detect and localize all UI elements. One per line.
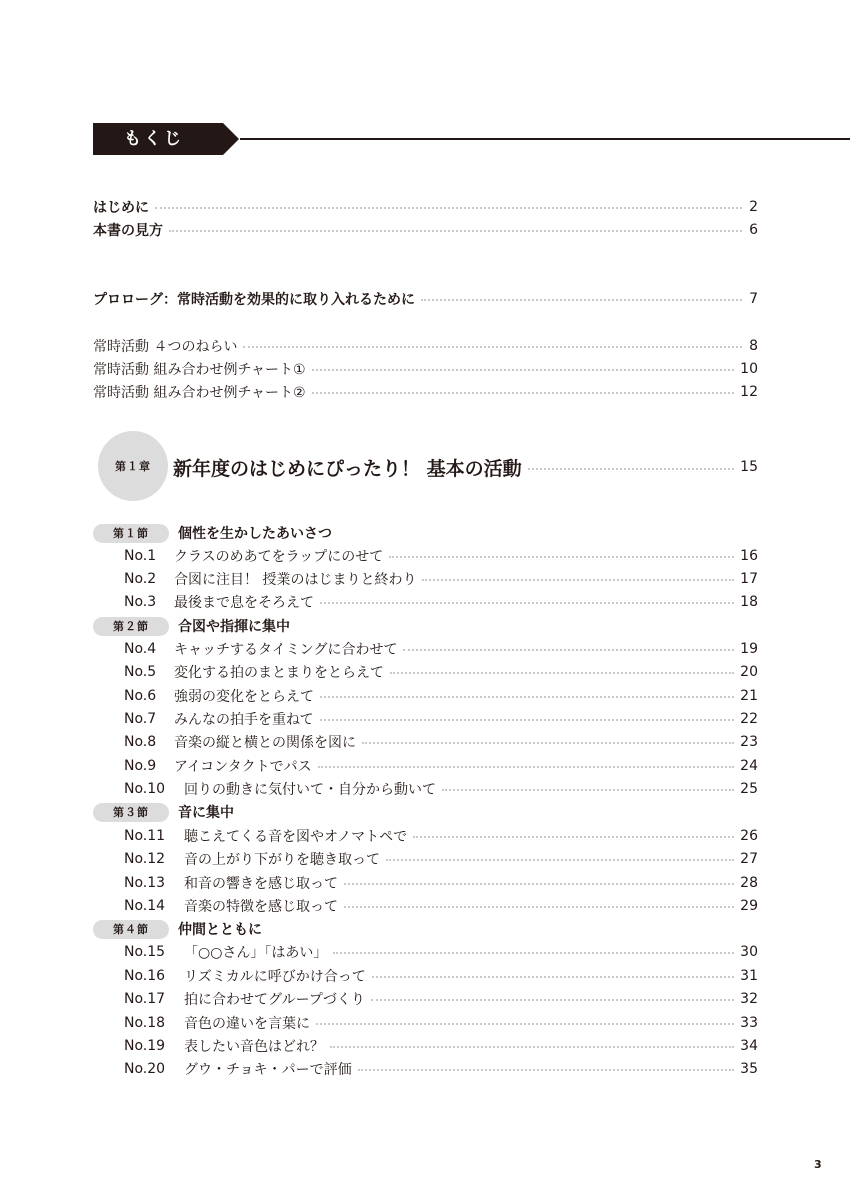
dot-leader xyxy=(344,906,734,908)
dot-leader xyxy=(362,742,734,744)
toc-entry-howto[interactable] xyxy=(93,219,758,241)
item-label: 強弱の変化をとらえて xyxy=(174,689,314,705)
section-heading xyxy=(93,919,262,939)
section-heading xyxy=(93,802,234,822)
item-number: No.13 xyxy=(124,875,166,891)
toc-item[interactable] xyxy=(124,591,758,613)
dot-leader xyxy=(344,883,734,885)
toc-item[interactable] xyxy=(124,638,758,660)
entry-page: 12 xyxy=(740,384,758,400)
dot-leader xyxy=(330,1046,734,1048)
item-page: 29 xyxy=(740,898,758,914)
toc-title: もくじ xyxy=(93,123,223,155)
item-label: 音の上がり下がりを聴き取って xyxy=(184,852,380,868)
toc-entry-prologue-item[interactable] xyxy=(93,381,758,403)
toc-item[interactable] xyxy=(124,941,758,963)
item-label: みんなの拍手を重ねて xyxy=(174,712,314,728)
item-page: 35 xyxy=(740,1061,758,1077)
dot-leader xyxy=(372,976,734,978)
toc-item[interactable] xyxy=(124,988,758,1010)
entry-label: プロローグ：常時活動を効果的に取り入れるために xyxy=(93,292,415,308)
toc-item[interactable] xyxy=(124,545,758,567)
item-number: No.9 xyxy=(124,758,157,774)
toc-item[interactable] xyxy=(124,1012,758,1034)
toc-entry-chapter[interactable] xyxy=(173,452,758,482)
entry-page: 15 xyxy=(740,459,758,475)
entry-label: 常時活動 組み合わせ例チャート② xyxy=(93,385,306,401)
dot-leader xyxy=(403,649,734,651)
entry-label: 常時活動 組み合わせ例チャート① xyxy=(93,362,306,378)
item-page: 30 xyxy=(740,944,758,960)
dot-leader xyxy=(371,999,734,1001)
item-label: 変化する拍のまとまりをとらえて xyxy=(174,665,384,681)
entry-page: 10 xyxy=(740,361,758,377)
item-page: 16 xyxy=(740,548,758,564)
item-page: 23 xyxy=(740,734,758,750)
entry-label: 本書の見方 xyxy=(93,223,163,239)
entry-label: はじめに xyxy=(93,200,149,216)
header-arrow-shape xyxy=(223,123,239,155)
item-number: No.8 xyxy=(124,734,157,750)
item-label: リズミカルに呼びかけ合って xyxy=(184,969,366,985)
toc-entry-intro[interactable] xyxy=(93,196,758,218)
dot-leader xyxy=(390,672,734,674)
section-title: 仲間とともに xyxy=(178,922,262,938)
item-label: グウ・チョキ・パーで評価 xyxy=(184,1062,352,1078)
item-label: 表したい音色はどれ？ xyxy=(184,1039,324,1055)
item-label: 和音の響きを感じ取って xyxy=(184,876,338,892)
item-label: アイコンタクトでパス xyxy=(174,759,312,775)
toc-item[interactable] xyxy=(124,755,758,777)
toc-item[interactable] xyxy=(124,731,758,753)
item-page: 27 xyxy=(740,851,758,867)
item-label: 音楽の縦と横との関係を図に xyxy=(174,735,356,751)
chapter-badge-label: 第１章 xyxy=(115,460,151,473)
item-label: キャッチするタイミングに合わせて xyxy=(174,642,398,658)
toc-item[interactable] xyxy=(124,895,758,917)
toc-item[interactable] xyxy=(124,661,758,683)
item-label: 音色の違いを言葉に xyxy=(184,1016,310,1032)
toc-item[interactable] xyxy=(124,1035,758,1057)
toc-entry-prologue-item[interactable] xyxy=(93,358,758,380)
toc-item[interactable] xyxy=(124,848,758,870)
header-rule xyxy=(240,138,850,140)
item-label: 最後まで息をそろえて xyxy=(174,595,314,611)
item-label: 回りの動きに気付いて・自分から動いて xyxy=(184,782,436,798)
dot-leader xyxy=(320,696,734,698)
toc-item[interactable] xyxy=(124,965,758,987)
dot-leader xyxy=(320,719,735,721)
item-page: 17 xyxy=(740,571,758,587)
item-number: No.20 xyxy=(124,1061,166,1077)
item-number: No.1 xyxy=(124,548,157,564)
toc-header xyxy=(93,123,240,155)
dot-leader xyxy=(442,789,734,791)
item-label: 「○○さん」「はあい」 xyxy=(184,945,328,961)
item-number: No.4 xyxy=(124,641,157,657)
chapter-badge xyxy=(98,431,168,501)
item-page: 24 xyxy=(740,758,758,774)
item-page: 19 xyxy=(740,641,758,657)
item-number: No.12 xyxy=(124,851,166,867)
toc-item[interactable] xyxy=(124,872,758,894)
item-label: 拍に合わせてグループづくり xyxy=(184,992,365,1008)
dot-leader xyxy=(320,602,734,604)
dot-leader xyxy=(386,859,734,861)
item-number: No.16 xyxy=(124,968,166,984)
item-number: No.11 xyxy=(124,828,166,844)
entry-page: 8 xyxy=(749,338,758,354)
toc-item[interactable] xyxy=(124,708,758,730)
item-page: 20 xyxy=(740,664,758,680)
item-number: No.2 xyxy=(124,571,157,587)
item-page: 34 xyxy=(740,1038,758,1054)
section-badge: 第１節 xyxy=(93,524,169,543)
dot-leader xyxy=(389,556,734,558)
toc-item[interactable] xyxy=(124,825,758,847)
item-page: 33 xyxy=(740,1015,758,1031)
dot-leader xyxy=(528,468,735,470)
section-badge: 第３節 xyxy=(93,803,169,822)
item-page: 21 xyxy=(740,688,758,704)
section-badge: 第２節 xyxy=(93,617,169,636)
item-number: No.6 xyxy=(124,688,157,704)
dot-leader xyxy=(413,836,734,838)
page-number: 3 xyxy=(814,1158,822,1171)
dot-leader xyxy=(155,207,742,209)
section-heading xyxy=(93,523,332,543)
entry-page: 6 xyxy=(749,222,758,238)
item-page: 22 xyxy=(740,711,758,727)
dot-leader xyxy=(358,1069,735,1071)
item-number: No.17 xyxy=(124,991,166,1007)
item-page: 28 xyxy=(740,875,758,891)
dot-leader xyxy=(333,952,734,954)
toc-entry-prologue[interactable] xyxy=(93,288,758,310)
item-page: 31 xyxy=(740,968,758,984)
dot-leader xyxy=(422,579,734,581)
item-number: No.3 xyxy=(124,594,157,610)
toc-item[interactable] xyxy=(124,1058,758,1080)
item-page: 26 xyxy=(740,828,758,844)
dot-leader xyxy=(312,392,735,394)
item-number: No.18 xyxy=(124,1015,166,1031)
item-label: クラスのめあてをラップにのせて xyxy=(174,549,384,565)
section-title: 合図や指揮に集中 xyxy=(178,619,290,635)
toc-item[interactable] xyxy=(124,685,758,707)
item-number: No.14 xyxy=(124,898,166,914)
section-title: 個性を生かしたあいさつ xyxy=(178,526,332,542)
entry-page: 7 xyxy=(749,291,758,307)
toc-item[interactable] xyxy=(124,568,758,590)
toc-item[interactable] xyxy=(124,778,758,800)
item-page: 25 xyxy=(740,781,758,797)
dot-leader xyxy=(243,346,742,348)
section-heading xyxy=(93,616,290,636)
item-page: 18 xyxy=(740,594,758,610)
item-label: 合図に注目！ 授業のはじまりと終わり xyxy=(174,572,417,588)
item-number: No.5 xyxy=(124,664,157,680)
item-label: 音楽の特徴を感じ取って xyxy=(184,899,338,915)
dot-leader xyxy=(316,1023,734,1025)
item-page: 32 xyxy=(740,991,758,1007)
dot-leader xyxy=(318,766,735,768)
item-label: 聴こえてくる音を図やオノマトペで xyxy=(184,829,408,845)
dot-leader xyxy=(312,369,735,371)
item-number: No.19 xyxy=(124,1038,166,1054)
section-badge: 第４節 xyxy=(93,920,169,939)
chapter-title: 新年度のはじめにぴったり！ 基本の活動 xyxy=(173,457,522,480)
section-title: 音に集中 xyxy=(178,805,234,821)
dot-leader xyxy=(421,299,742,301)
entry-label: 常時活動 ４つのねらい xyxy=(93,339,238,355)
dot-leader xyxy=(169,230,742,232)
entry-page: 2 xyxy=(749,199,758,215)
toc-entry-prologue-item[interactable] xyxy=(93,335,758,357)
item-number: No.7 xyxy=(124,711,157,727)
item-number: No.15 xyxy=(124,944,166,960)
item-number: No.10 xyxy=(124,781,166,797)
